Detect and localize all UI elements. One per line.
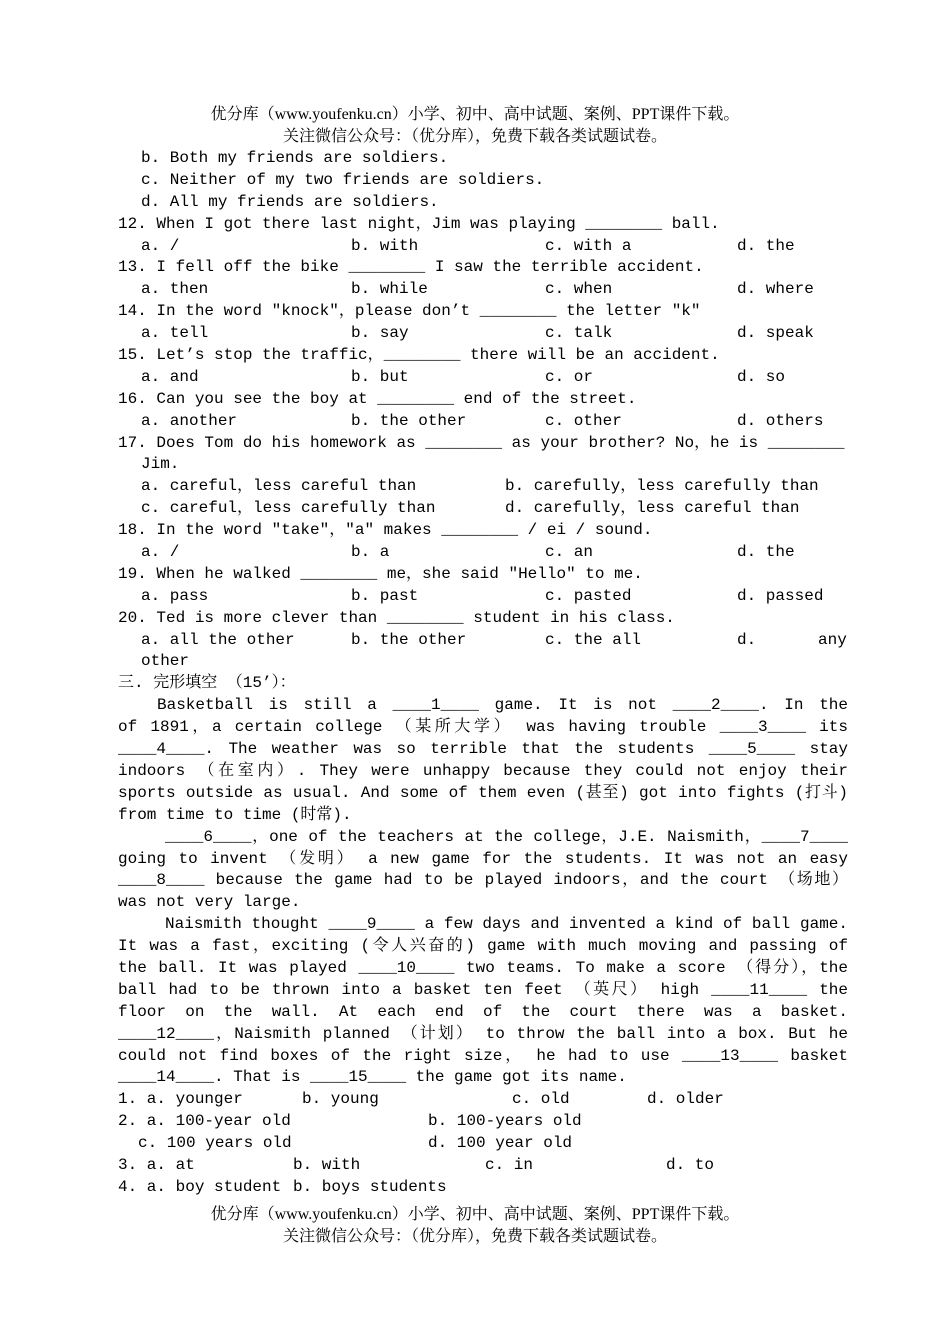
passage-line: ball had to be thrown into a basket ten feet （英尺） high ____11____ the (118, 980, 848, 999)
question-options: a. another b. the other c. other d. others (141, 411, 824, 430)
exam-content (118, 148, 848, 1199)
header-line-1: 优分库（www.youfenku.cn）小学、初中、高中试题、案例、PPT课件下载。 (210, 106, 740, 123)
question-stem: 20. Ted is more clever than ________ student in his class. (118, 608, 675, 627)
q11-option-d: d. All my friends are soldiers. (141, 192, 439, 211)
question-stem: 12. When I got there last night，Jim was playing ________ ball. (118, 214, 720, 233)
cloze-options: 1. a. younger b. young c. old d. older (118, 1090, 724, 1109)
passage-line: ____4____. The weather was so terrible that the students ____5____ stay (118, 740, 848, 759)
passage-line: going to invent （发明） a new game for the students. It was not an easy (118, 849, 848, 868)
question-options: a. then b. while c. when d. where (141, 280, 814, 299)
passage-line: sports outside as usual. And some of them even (甚至) got into fights (打斗) (118, 783, 848, 802)
cloze-options: 3. a. at b. with c. in d. to (118, 1155, 715, 1174)
question-stem: 17. Does Tom do his homework as ________ as your brother? No，he is ________ (118, 433, 845, 452)
question-stem: 19. When he walked ________ me，she said "Hello" to me. (118, 564, 643, 583)
passage-line: ____8____ because the game had to be played indoors，and the court （场地） (118, 871, 848, 890)
passage-line: It was a fast，exciting (令人兴奋的) game with much moving and passing of (118, 937, 848, 956)
question-stem: 13. I fell off the bike ________ I saw the terrible accident. (118, 258, 704, 277)
passage-line: the ball. It was played ____10____ two teams. To make a score （得分），the (118, 958, 848, 977)
cloze-options: 2. a. 100-year old b. 100-years old (118, 1112, 582, 1131)
question-options: c. careful，less carefully than d. carefully，less careful than (141, 499, 800, 518)
passage-line: ____6____，one of the teachers at the college，J.E. Naismith，____7____ (165, 827, 848, 846)
q11-option-c: c. Neither of my two friends are soldiers. (141, 170, 545, 189)
cloze-options: c. 100 years old d. 100 year old (138, 1134, 573, 1153)
footer-line-1: 优分库（www.youfenku.cn）小学、初中、高中试题、案例、PPT课件下载。 (210, 1206, 740, 1223)
footer-line-2: 关注微信公众号：（优分库），免费下载各类试题试卷。 (282, 1228, 667, 1245)
question-options: a. / b. with c. with a d. the (141, 236, 795, 255)
header-line-2: 关注微信公众号：（优分库），免费下载各类试题试卷。 (282, 128, 667, 145)
passage-line: Basketball is still a ____1____ game. It is not ____2____. In the (157, 696, 848, 715)
question-options: a. all the other b. the other c. the all d. any (141, 630, 847, 649)
passage-line: could not find boxes of the right size， he had to use ____13____ basket (118, 1046, 848, 1065)
q11-option-b: b. Both my friends are soldiers. (141, 149, 449, 167)
passage-line: indoors （在室内）. They were unhappy because they could not enjoy their (118, 761, 848, 780)
question-options: a. careful，less careful than b. carefully，less carefully than (141, 477, 819, 496)
question-stem: 15. Let’s stop the traffic，________ there will be an accident. (118, 346, 720, 365)
cloze-passage (118, 695, 848, 1089)
question-options: a. and b. but c. or d. so (141, 367, 786, 386)
section-title: 三. 完形填空 （15’）： (118, 674, 296, 693)
passage-line: floor on the wall. At each end of the court there was a basket. (118, 1002, 848, 1021)
passage-line: from time to time (时常). (118, 805, 352, 824)
question-options-continued: other (141, 652, 190, 671)
question-stem: 16. Can you see the boy at ________ end of the street. (118, 389, 637, 408)
question-options: a. tell b. say c. talk d. speak (141, 324, 814, 343)
passage-line: of 1891，a certain college （某所大学） was having trouble ____3____ its (118, 718, 848, 737)
question-options: a. pass b. past c. pasted d. passed (141, 586, 824, 605)
passage-line: was not very large. (118, 893, 301, 912)
passage-line: ____14____. That is ____15____ the game got its name. (118, 1068, 627, 1087)
question-stem-continued: Jim. (141, 455, 180, 474)
question-stem: 14. In the word "knock"，please don’t ________ the letter "k" (118, 302, 701, 321)
cloze-options: 4. a. boy student b. boys students (118, 1177, 447, 1196)
passage-line: Naismith thought ____9____ a few days and invented a kind of ball game. (165, 915, 848, 934)
passage-line: ____12____，Naismith planned （计划） to throw the ball into a box. But he (118, 1024, 848, 1043)
question-stem: 18. In the word "take"，"a" makes ________ / ei / sound. (118, 521, 653, 540)
question-options: a. / b. a c. an d. the (141, 543, 795, 562)
